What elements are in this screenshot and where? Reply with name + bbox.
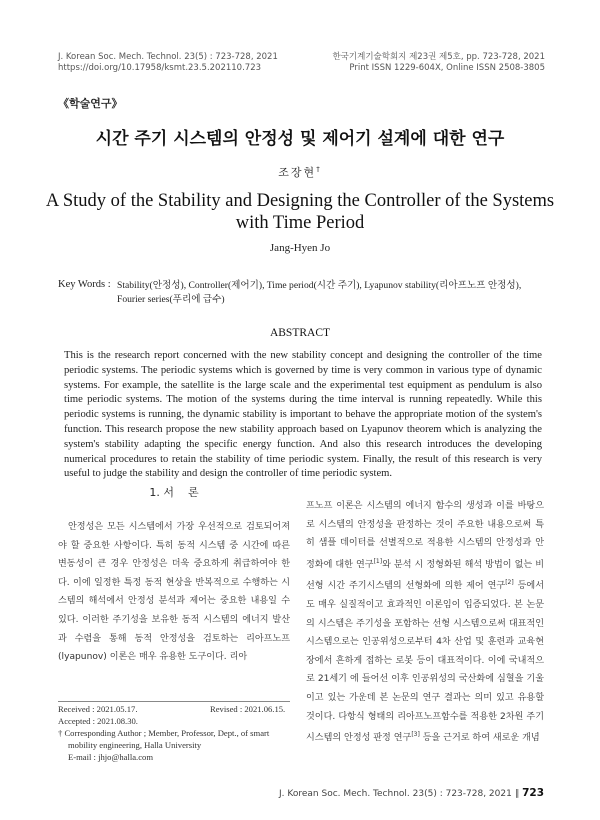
korean-author-name: 조장현	[278, 166, 317, 179]
journal-korean-header: 한국기계기술학회지 제23권 제5호, pp. 723-728, 2021	[332, 52, 545, 62]
keywords-line1: Stability(안정성), Controller(제어기), Time period(시간 주기), Lyapunov stability(리아프노프 안정성),	[117, 280, 522, 291]
keywords-line2: Fourier series(푸리에 급수)	[117, 293, 225, 305]
section-heading-introduction: 1. 서 론	[149, 486, 199, 499]
reference-3[interactable]: [3]	[411, 731, 420, 739]
footnote-divider	[58, 701, 290, 702]
footer-citation: J. Korean Soc. Mech. Technol. 23(5) : 723-728, 2021 ∥	[279, 789, 520, 799]
korean-title: 시간 주기 시스템의 안정성 및 제어기 설계에 대한 연구	[95, 129, 505, 149]
page-number: 723	[522, 787, 544, 799]
category-label: 《학술연구》	[58, 97, 123, 110]
corresponding-author-line1: † Corresponding Author ; Member, Professor, Dept., of smart	[58, 728, 270, 738]
english-author: Jang-Hyen Jo	[269, 242, 331, 254]
reference-1[interactable]: [1]	[373, 557, 383, 565]
abstract-heading: ABSTRACT	[269, 327, 331, 339]
korean-author	[0, 164, 600, 180]
english-title	[0, 190, 600, 234]
introduction-left-column: 안정성은 모든 시스템에서 가장 우선적으로 검토되어져야 할 중요한 사항이다. 특히 동적 시스템 중 시간에 따른 변동성이 큰 경우 안정성은 더욱 중요하게 취급하여야 한다. 이에 일정한 특정 동적 현상을 반복적으로 수행하는 시스템의 해석에서 안정성 분석과 제어는 중요한 내용일 수 있다. 이러한 주기성을 보유한 동적 시스템의 에너지 발산과 수렴을 통해 동적 안정성을 검토하는 리아프노프(lyapunov) 이론은 매우 유용한 도구이다. 리아	[58, 522, 290, 663]
issn-header: Print ISSN 1229-604X, Online ISSN 2508-3805	[349, 63, 545, 73]
right-column-text-c: 등에서도 매우 실질적이고 효과적인 이론임이 입증되었다. 본 논문의 시스템은 주기성을 포함하는 선형 시스템으로써 대표적인 시스템으로는 인공위성으로부터 4차 산업 및 훈련과 교육현장에서 흔하게 접하는 로봇 등이 대표적이다. 이에 국내적으로 21세기 에 들어선 이후 인공위성의 국산화에 심혈을 기울이고 있는 가운데 본 논문의 연구 결과는 의미 있고 유용할 것이다. 다항식 형태의 리아프노프함수를 적용한 2차원 주기시스템의 안정성 판정 연구	[306, 581, 544, 744]
right-column-text-a: 프노프 이론은 시스템의 에너지 함수의 생성과 이를 바탕으로 시스템의 안정성을 판정하는 것이 주요한 내용으로써 특히 샘플 데이터를 선별적으로 적용한 시스템의 안정성과 안정화에 대한 연구	[306, 501, 544, 570]
english-title-line2: with Time Period	[235, 213, 365, 233]
introduction-right-column	[306, 497, 544, 748]
keywords-list	[117, 279, 557, 306]
accepted-date: Accepted : 2021.08.30.	[58, 716, 138, 726]
journal-citation-header: J. Korean Soc. Mech. Technol. 23(5) : 723-728, 2021	[58, 52, 278, 62]
revised-date: Revised : 2021.06.15.	[210, 704, 286, 714]
page-footer	[279, 787, 544, 799]
keywords-label: Key Words :	[58, 279, 111, 290]
english-title-line1: A Study of the Stability and Designing the Controller of the Systems	[45, 191, 555, 211]
corresponding-email[interactable]: E-mail : jhjo@halla.com	[68, 752, 153, 762]
reference-2[interactable]: [2]	[505, 579, 514, 587]
right-column-text-d: 등을 근거로 하여 새로운 개념	[419, 733, 540, 744]
received-date: Received : 2021.05.17.	[58, 704, 138, 714]
corresponding-mark: †	[316, 165, 322, 174]
abstract-body: This is the research report concerned with the new stability concept and designing the controller of the time periodic systems. The periodic systems which is governed by time is very common in various type of dynamic systems. For example, the satellite is the large scale and the experimental test equipment as pendulum is also time periodic systems. The motion of the systems during the time interval is running repeatedly. While this periodic systems is running, the dynamic stability is important to behave the appropriate motion of the system's function. This research propose the new stability approach based on Lyapunov theorem which is analyzing the system's stability adapting the specific energy function. And also this research introduces the developing numerical procedures to retain the stability of time periodic system. Finally, the result of this research is very useful to judge the stability and design the controller of time periodic system.	[64, 350, 542, 480]
right-column-text-b: 와 분석 시 정형화된 해석 방법이 없는 비선형 시간 주기시스템의 선형화에 의한 제어 연구	[306, 559, 544, 592]
doi-link[interactable]: https://doi.org/10.17958/ksmt.23.5.202110.723	[58, 63, 262, 73]
corresponding-author-line2: mobility engineering, Halla University	[68, 740, 202, 750]
